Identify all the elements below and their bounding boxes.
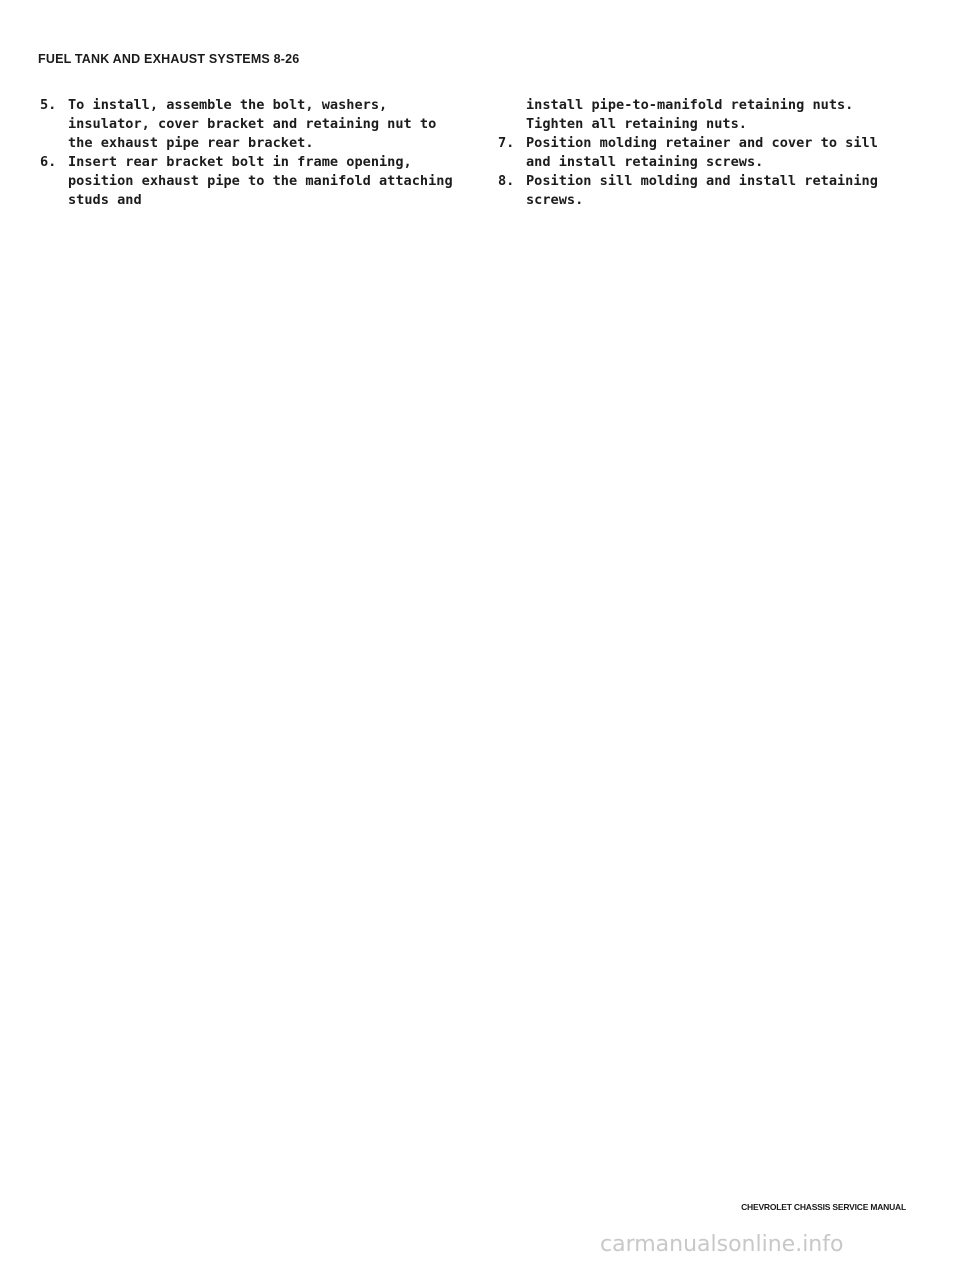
left-column (40, 96, 460, 210)
page-header: FUEL TANK AND EXHAUST SYSTEMS 8-26 (38, 52, 300, 66)
step-text: To install, assemble the bolt, washers, insulator, cover bracket and retaining nut to the exhaust pipe rear bracket. (68, 97, 437, 151)
manual-footer: CHEVROLET CHASSIS SERVICE MANUAL (741, 1202, 906, 1212)
step-6 (40, 153, 460, 210)
step-number: 5. (40, 97, 57, 113)
step-number: 6. (40, 154, 57, 170)
step-8 (498, 172, 898, 210)
step-7 (498, 134, 898, 172)
step-text: Position molding retainer and cover to sill and install retaining screws. (526, 135, 878, 170)
step-number: 7. (498, 135, 515, 151)
step-number: 8. (498, 173, 515, 189)
right-column (498, 96, 898, 210)
step-text: Insert rear bracket bolt in frame opening, position exhaust pipe to the manifold attaching studs and (68, 154, 453, 208)
step-text: Position sill molding and install retaining screws. (526, 173, 878, 208)
step-5 (40, 96, 460, 153)
watermark: carmanualsonline.info (600, 1232, 844, 1257)
step-6-continued: install pipe-to-manifold retaining nuts. Tighten all retaining nuts. (526, 97, 854, 132)
